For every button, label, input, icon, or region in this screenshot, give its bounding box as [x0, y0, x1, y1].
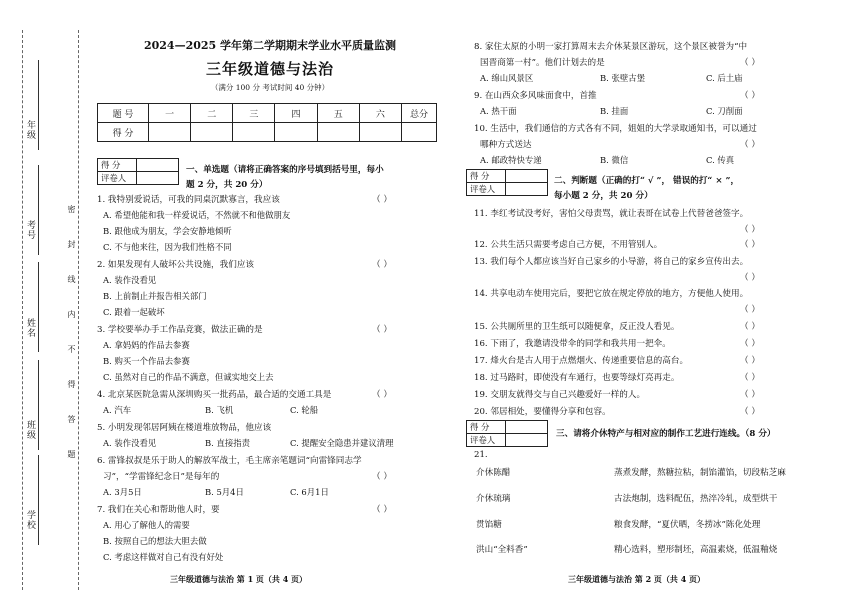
score-cell[interactable]	[191, 123, 233, 142]
name-fill-line	[38, 262, 39, 352]
q6-option-a: A. 3月5日	[103, 487, 142, 497]
grader-name-label: 评卷人	[467, 434, 506, 447]
match-left-item[interactable]: 贯馅糖	[476, 520, 502, 530]
q3-option-a: A. 拿妈妈的作品去参赛	[103, 340, 190, 350]
class-label: 班级	[25, 420, 35, 440]
seal-char: 答	[67, 415, 76, 424]
grader-name-cell[interactable]	[137, 172, 179, 185]
q14-answer-paren[interactable]: （ ）	[740, 305, 760, 315]
q1-option-b: B. 跟他成为朋友，学会安静地倾听	[103, 226, 232, 236]
q3-stem: 3. 学校要举办手工作品竞赛，做法正确的是	[97, 325, 263, 335]
q19-answer-paren[interactable]: （ ）	[740, 390, 760, 400]
q10-stem-line1: 10. 生活中，我们通信的方式各有不同，姐姐的大学录取通知书，可以通过	[474, 124, 757, 134]
q7-option-b: B. 按照自己的想法大胆去做	[103, 536, 207, 546]
grade-label: 年级	[25, 120, 35, 140]
section1-heading-line2: 题 2 分，共 20 分）	[186, 180, 268, 190]
q10-answer-paren[interactable]: （ ）	[740, 140, 760, 150]
score-table-header: 二	[191, 104, 233, 123]
q6-option-b: B. 5月4日	[205, 487, 244, 497]
match-left-item[interactable]: 介休陈醋	[476, 468, 511, 478]
q10-option-c: C. 传真	[706, 155, 735, 165]
score-cell[interactable]	[149, 123, 191, 142]
q8-option-a: A. 绵山风景区	[480, 73, 534, 83]
grader-score-label: 得 分	[98, 159, 137, 172]
grade-fill-line	[38, 60, 39, 150]
q3-option-b: B. 购买一个作品去参赛	[103, 356, 190, 366]
score-table-header: 总分	[402, 104, 437, 123]
q5-option-b: B. 直接指责	[205, 438, 250, 448]
grader-score-label: 得 分	[467, 170, 506, 183]
judge-q18: 18. 过马路时，即使没有车通行，也要等绿灯亮再走。	[474, 373, 680, 383]
match-right-item[interactable]: 蒸煮发酵，熬糖拉粘，制馅灌馅，切段粘芝麻	[614, 468, 786, 478]
grader-score-label: 得 分	[467, 421, 506, 434]
q2-option-a: A. 装作没看见	[103, 275, 157, 285]
match-left-item[interactable]: 洪山“全料香”	[476, 545, 528, 555]
q21-number: 21.	[474, 450, 488, 460]
q11-answer-paren[interactable]: （ ）	[740, 225, 760, 235]
section2-heading-line1: 二、判断题（正确的打“ √ ”， 错误的打“ × ”，	[554, 176, 740, 186]
binding-cut-line	[22, 30, 23, 590]
q2-answer-paren[interactable]: （ ）	[372, 260, 392, 270]
q18-answer-paren[interactable]: （ ）	[740, 373, 760, 383]
name-label: 姓名	[25, 318, 35, 338]
exam-title: 2024—2025 学年第二学期期末学业水平质量监测	[143, 39, 397, 52]
q9-option-a: A. 热干面	[480, 106, 517, 116]
q9-stem: 9. 在山西众多风味面食中，首推	[474, 91, 597, 101]
q1-option-c: C. 不与他来往，因为我们性格不同	[103, 242, 232, 252]
judge-q13: 13. 我们每个人都应该当好自己家乡的小导游，将自己的家乡宣传出去。	[474, 257, 749, 267]
exam-number-label: 考号	[25, 220, 35, 240]
q5-stem: 5. 小明发现邻居阿姨在楼道堆放物品，他应该	[97, 423, 272, 433]
seal-char: 题	[67, 450, 76, 459]
grader-box	[466, 169, 548, 196]
match-right-item[interactable]: 粮食发酵，“夏伏晒，冬捞冰”陈化处理	[614, 520, 761, 530]
q7-answer-paren[interactable]: （ ）	[372, 505, 392, 515]
q7-stem: 7. 我们在关心和帮助他人时，要	[97, 505, 220, 515]
q10-stem-line2: 哪种方式送达	[480, 140, 532, 150]
exam-subject: 三年级道德与法治	[205, 60, 334, 78]
q4-stem: 4. 北京某医院急需从深圳购买一批药品，最合适的交通工具是	[97, 390, 332, 400]
page1-footer: 三年级道德与法治 第 1 页（共 4 页）	[170, 574, 308, 584]
q8-stem-line2: 国晋商第一村”。他们计划去的是	[480, 58, 605, 68]
score-table-header: 一	[149, 104, 191, 123]
class-fill-line	[38, 360, 39, 450]
q4-option-c: C. 轮船	[290, 405, 319, 415]
school-fill-line	[38, 455, 39, 545]
grader-box	[97, 158, 179, 185]
q10-option-a: A. 邮政特快专递	[480, 155, 542, 165]
q9-option-b: B. 挂面	[600, 106, 629, 116]
q8-option-c: C. 后土庙	[706, 73, 743, 83]
q3-answer-paren[interactable]: （ ）	[372, 325, 392, 335]
page2-footer: 三年级道德与法治 第 2 页（共 4 页）	[568, 574, 706, 584]
match-right-item[interactable]: 古法炮制，选料配伍，热淬冷轧，成型烘干	[614, 494, 778, 504]
score-cell[interactable]	[275, 123, 317, 142]
q10-option-b: B. 微信	[600, 155, 629, 165]
q17-answer-paren[interactable]: （ ）	[740, 356, 760, 366]
match-right-item[interactable]: 精心选料，塑形制坯，高温素烧，低温釉烧	[614, 545, 778, 555]
q3-option-c: C. 虽然对自己的作品不满意，但诚实地交上去	[103, 372, 274, 382]
q9-option-c: C. 刀削面	[706, 106, 743, 116]
q2-option-c: C. 跟着一起破坏	[103, 307, 165, 317]
grader-score-cell[interactable]	[506, 421, 548, 434]
school-label: 学校	[25, 510, 35, 530]
seal-char: 内	[67, 310, 76, 319]
section2-heading-line2: 每小题 2 分，共 20 分）	[554, 191, 653, 201]
seal-char: 封	[67, 240, 76, 249]
grader-box	[466, 420, 548, 447]
q8-answer-paren[interactable]: （ ）	[740, 58, 760, 68]
seal-char: 线	[67, 275, 76, 284]
seal-char: 密	[67, 205, 76, 214]
judge-q16: 16. 下雨了，我邀请没带伞的同学和我共用一把伞。	[474, 339, 671, 349]
grader-score-cell[interactable]	[137, 159, 179, 172]
q8-option-b: B. 张壁古堡	[600, 73, 645, 83]
q2-stem: 2. 如果发现有人破坏公共设施，我们应该	[97, 260, 255, 270]
judge-q12: 12. 公共生活只需要考虑自己方便，不用管别人。	[474, 240, 663, 250]
q16-answer-paren[interactable]: （ ）	[740, 339, 760, 349]
q1-stem: 1. 我特别爱说话，可我的同桌沉默寡言，我应该	[97, 195, 280, 205]
q6-stem-line1: 6. 雷锋叔叔是乐于助人的解放军战士，毛主席亲笔题词“向雷锋同志学	[97, 456, 362, 466]
q5-option-c: C. 提醒安全隐患并建议清理	[290, 438, 394, 448]
q8-stem-line1: 8. 家住太原的小明一家打算周末去介休某景区游玩，这个景区被誉为“中	[474, 42, 748, 52]
q6-option-c: C. 6月1日	[290, 487, 329, 497]
exam-info: （满分 100 分 考试时间 40 分钟）	[210, 83, 330, 92]
score-table-row-label: 得 分	[98, 123, 149, 142]
q6-stem-line2: 习”，“学雷锋纪念日”是每年的	[103, 472, 220, 482]
q20-answer-paren[interactable]: （ ）	[740, 407, 760, 417]
grader-name-label: 评卷人	[98, 172, 137, 185]
score-table-header: 三	[233, 104, 275, 123]
score-table	[97, 103, 437, 142]
judge-q14: 14. 共享电动车使用完后，要把它放在规定停放的地方，方便他人使用。	[474, 289, 749, 299]
exam-number-fill-line	[38, 165, 39, 255]
judge-q11: 11. 李红考试没考好，害怕父母责骂，就让表哥在试卷上代替爸爸签字。	[474, 209, 749, 219]
score-table-header: 六	[359, 104, 401, 123]
judge-q19: 19. 交朋友就得交与自己兴趣爱好一样的人。	[474, 390, 646, 400]
seal-char: 得	[67, 380, 76, 389]
q5-option-a: A. 装作没看见	[103, 438, 157, 448]
q1-answer-paren[interactable]: （ ）	[372, 195, 392, 205]
judge-q17: 17. 烽火台是古人用于点燃烟火、传递重要信息的高台。	[474, 356, 689, 366]
q9-answer-paren[interactable]: （ ）	[740, 91, 760, 101]
score-cell[interactable]	[233, 123, 275, 142]
grader-name-cell[interactable]	[506, 434, 548, 447]
match-left-item[interactable]: 介休琉璃	[476, 494, 511, 504]
seal-char: 不	[67, 345, 76, 354]
grader-name-label: 评卷人	[467, 183, 506, 196]
q13-answer-paren[interactable]: （ ）	[740, 273, 760, 283]
q2-option-b: B. 上前制止并报告相关部门	[103, 291, 207, 301]
score-table-header: 题 号	[98, 104, 149, 123]
q4-answer-paren[interactable]: （ ）	[372, 390, 392, 400]
score-cell[interactable]	[359, 123, 401, 142]
score-cell[interactable]	[317, 123, 359, 142]
judge-q20: 20. 邻居相处，要懂得分享和包容。	[474, 407, 611, 417]
q6-answer-paren[interactable]: （ ）	[372, 472, 392, 482]
score-cell[interactable]	[402, 123, 437, 142]
section3-heading: 三、请将介休特产与相对应的制作工艺进行连线。（8 分）	[556, 429, 776, 439]
q4-option-b: B. 飞机	[205, 405, 234, 415]
q1-option-a: A. 希望他能和我一样爱说话，不然就不和他做朋友	[103, 210, 291, 220]
judge-q15: 15. 公共厕所里的卫生纸可以随便拿，反正没人看见。	[474, 322, 680, 332]
grader-score-cell[interactable]	[506, 170, 548, 183]
seal-line	[78, 30, 79, 590]
q12-answer-paren[interactable]: （ ）	[740, 240, 760, 250]
q15-answer-paren[interactable]: （ ）	[740, 322, 760, 332]
q4-option-a: A. 汽车	[103, 405, 132, 415]
score-table-header: 五	[317, 104, 359, 123]
q7-option-a: A. 用心了解他人的需要	[103, 520, 190, 530]
section1-heading-line1: 一、单选题（请将正确答案的序号填到括号里，每小	[186, 165, 384, 175]
q7-option-c: C. 考虑这样做对自己有没有好处	[103, 552, 224, 562]
score-table-header: 四	[275, 104, 317, 123]
grader-name-cell[interactable]	[506, 183, 548, 196]
